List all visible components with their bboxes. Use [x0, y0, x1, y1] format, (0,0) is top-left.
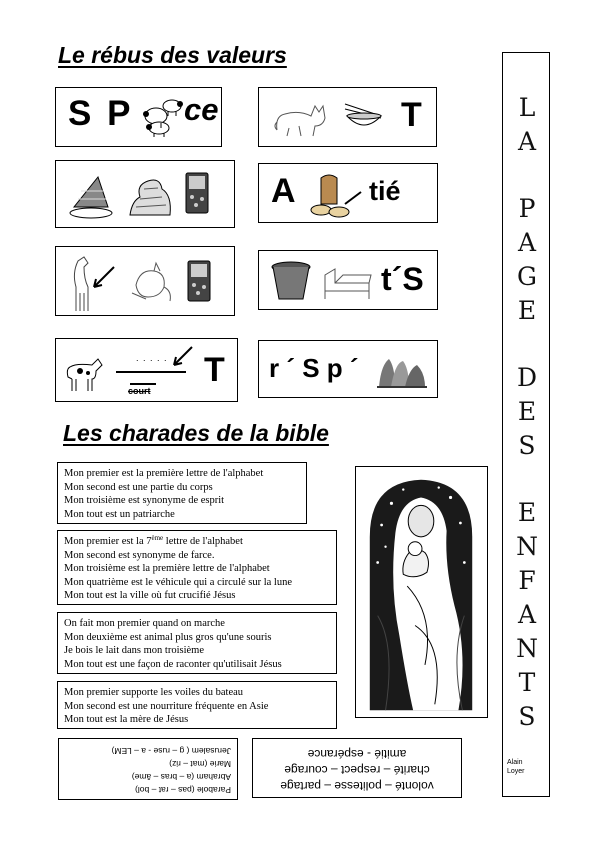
dotted-blank: . . . . . — [136, 353, 168, 363]
charade-line: On fait mon premier quand on marche — [64, 618, 225, 629]
answer-line: Marie (mat – riz) — [169, 759, 231, 769]
charade-line: Mon second est une partie du corps — [64, 481, 213, 493]
charade-line: Mon premier est la 7ème lettre de l'alphabet — [64, 534, 243, 547]
short-line — [130, 383, 156, 385]
side-letter: T — [518, 668, 536, 697]
rebus-text: ce — [184, 92, 219, 127]
side-letter: G — [517, 262, 537, 291]
rebus-text: tié — [369, 176, 401, 206]
madonna-and-child-icon — [355, 466, 488, 718]
trees-icon — [375, 355, 429, 389]
rebus-card-1 — [55, 87, 222, 147]
charade-line: Mon tout est la ville où fut crucifié Jésus — [64, 590, 236, 602]
charade-answers — [58, 738, 238, 800]
court-label: court — [128, 386, 151, 396]
side-letter: N — [516, 532, 538, 561]
side-letter: S — [518, 431, 536, 460]
rebus-title: Le rébus des valeurs — [58, 42, 287, 68]
answer-line: volonté – politesse – partage — [280, 779, 434, 793]
rebus-card-3 — [55, 160, 235, 228]
charades-title: Les charades de la bible — [63, 420, 329, 446]
charade-line: Mon second est synonyme de farce. — [64, 549, 215, 561]
charade-line: Mon troisième est la première lettre de l'alphabet — [64, 563, 270, 575]
game-console-icon — [186, 259, 212, 303]
charade-line: Mon premier supporte les voiles du bateau — [64, 687, 244, 698]
side-letter: A — [517, 127, 537, 156]
rebus-text: t´S — [381, 261, 424, 297]
author — [507, 758, 525, 776]
side-letter: E — [517, 498, 537, 527]
rice-bowl-icon — [341, 100, 387, 130]
side-letter: P — [518, 194, 536, 223]
rebus-answers — [252, 738, 462, 798]
blank-line — [116, 371, 186, 373]
rebus-card-2 — [258, 87, 437, 147]
answer-line: Abraham (a – bras – âme) — [131, 772, 231, 782]
answer-line: amitié - espérance — [307, 747, 407, 761]
sheep-icon — [142, 94, 184, 138]
charade-line: Mon tout est la mère de Jésus — [64, 714, 189, 726]
charade-line: Mon tout est une façon de raconter qu'utilisait Jésus — [64, 658, 282, 670]
rebus-text: A — [271, 172, 296, 210]
side-letter: E — [517, 397, 537, 426]
pile-of-things-icon — [126, 171, 174, 219]
side-letter: F — [518, 566, 536, 595]
charade-box-4 — [57, 681, 337, 729]
charade-line: Mon tout est un patriarche — [64, 508, 175, 520]
author-line: Loyer — [507, 768, 525, 775]
charade-line: Mon premier est la première lettre de l'alphabet — [64, 468, 264, 479]
side-letter: D — [516, 363, 538, 392]
flower-pot-icon — [269, 259, 313, 303]
rebus-text: S P — [68, 94, 134, 133]
rebus-text: T — [204, 351, 225, 389]
charade-line: Mon deuxième est animal plus gros qu'une souris — [64, 631, 272, 643]
side-letter: S — [518, 702, 536, 731]
charade-line: Je bois le lait dans mon troisième — [64, 645, 204, 657]
arrow-icon — [168, 345, 194, 371]
charade-line: Mon troisième est synonyme de esprit — [64, 495, 225, 507]
side-letter: A — [517, 228, 537, 257]
charade-box-3 — [57, 612, 337, 674]
answer-line: Jerusalem ( g – ruse - a – LEM) — [111, 746, 231, 756]
charade-line: Mon second est une nourriture fréquente en Asie — [64, 700, 269, 712]
giraffe-icon — [64, 253, 120, 313]
answer-line: Parabole (pas – rat – bol) — [135, 785, 231, 795]
side-letter: A — [517, 600, 537, 629]
charade-box-2 — [57, 530, 337, 605]
rebus-text: r ´ S p ´ — [269, 353, 359, 383]
rebus-text: T — [401, 96, 422, 134]
rat-icon — [126, 259, 174, 305]
rebus-card-5 — [55, 246, 235, 316]
rebus-card-4 — [258, 163, 438, 223]
side-letter: E — [517, 296, 537, 325]
rebus-card-6 — [258, 250, 438, 310]
rebus-card-7 — [55, 338, 238, 402]
rebus-card-8 — [258, 340, 438, 398]
answer-line: charité – respect – courage — [284, 763, 430, 777]
side-title — [502, 52, 550, 797]
cake-slice-icon — [68, 171, 114, 219]
calf-icon — [62, 349, 106, 395]
charade-line: Mon quatrième est le véhicule qui a circulé sur la lune — [64, 576, 293, 588]
bed-icon — [321, 261, 373, 301]
cat-icon — [273, 96, 329, 138]
bread-icon — [307, 170, 363, 218]
author-line: Alain — [507, 759, 523, 766]
side-letter: N — [516, 634, 538, 663]
game-console-icon — [184, 171, 210, 215]
side-letter: L — [518, 93, 536, 122]
charade-box-1 — [57, 462, 307, 524]
